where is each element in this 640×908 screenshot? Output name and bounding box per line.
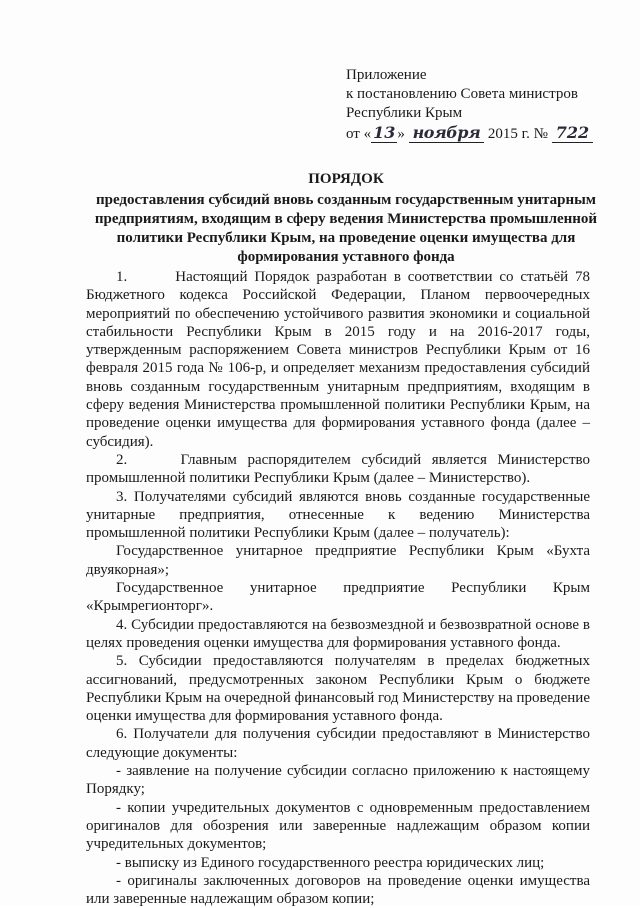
appendix-block — [346, 66, 616, 144]
paragraph-3b: Государственное унитарное предприятие Республики Крым «Крымрегионторг». — [86, 580, 590, 615]
handwritten-month: ноября — [409, 123, 485, 143]
list-item-6d: - оригиналы заключенных договоров на проведение оценки имущества или заверенные надлежащим образом копии; — [86, 872, 590, 908]
date-prefix: от « — [346, 126, 372, 142]
date-sep: » — [397, 126, 405, 142]
document-title — [86, 170, 606, 267]
paragraph-3: 3. Получателями субсидий являются вновь созданные государственные унитарные предприятия, отнесенные к ведению Министерства промышленной политики Республики Крым (далее – получатель): — [86, 488, 590, 542]
title-subtitle: предоставления субсидий вновь созданным государственным унитарным предприятиям, входящим в сферу ведения Министерства промышленной политики Республики Крым, на проведение оценки имущества для формирования уставного фонда — [94, 192, 598, 265]
paragraph-2: 2. Главным распорядителем субсидий является Министерство промышленной политики Республики Крым (далее – Министерство). — [86, 451, 590, 487]
appendix-line1: Приложение — [346, 67, 427, 83]
appendix-date-line — [346, 123, 616, 144]
paragraph-1: 1. Настоящий Порядок разработан в соответствии со статьёй 78 Бюджетного кодекса Российской Федерации, Планом первоочередных мероприятий по обеспечению устойчивого развития экономики и социальной стабильности Республики Крым в 2015 году и на 2016-2017 годы, утвержденным распоряжением Совета министров Республики Крым от 16 февраля 2015 года № 106-р, и определяет механизм предоставления субсидий вновь созданным государственным унитарным предприятиям, входящим в сферу ведения Министерства промышленной политики Республики Крым, на проведение оценки имущества для формирования уставного фонда (далее – субсидия). — [86, 269, 590, 450]
handwritten-day: 13 — [373, 123, 396, 142]
list-item-6b: - копии учредительных документов с одновременным предоставлением оригиналов для обозрения или заверенные надлежащим образом копии учредительных документов; — [86, 799, 590, 853]
date-year: 2015 г. № — [487, 126, 548, 142]
paragraph-5: 5. Субсидии предоставляются получателям в пределах бюджетных ассигнований, предусмотренных законом Республики Крым о бюджете Республики Крым на очередной финансовый год Министерству на проведение оценки имущества для формирования уставного фонда. — [86, 653, 590, 725]
appendix-line2: к постановлению Совета министров — [346, 86, 578, 102]
title-heading: ПОРЯДОК — [308, 171, 384, 187]
appendix-line3: Республики Крым — [346, 105, 463, 121]
list-item-6a: - заявление на получение субсидии согласно приложению к настоящему Порядку; — [86, 763, 590, 798]
paragraph-4: 4. Субсидии предоставляются на безвозмездной и безвозвратной основе в целях проведения оценки имущества для формирования уставного фонда. — [86, 616, 590, 651]
paragraph-3a: Государственное унитарное предприятие Республики Крым «Бухта двуякорная»; — [86, 543, 590, 578]
list-item-6c: - выписку из Единого государственного реестра юридических лиц; — [116, 854, 545, 871]
document-body — [86, 268, 590, 908]
paragraph-6: 6. Получатели для получения субсидии предоставляют в Министерство следующие документы: — [86, 726, 590, 761]
handwritten-doc-number: 722 — [552, 123, 593, 143]
